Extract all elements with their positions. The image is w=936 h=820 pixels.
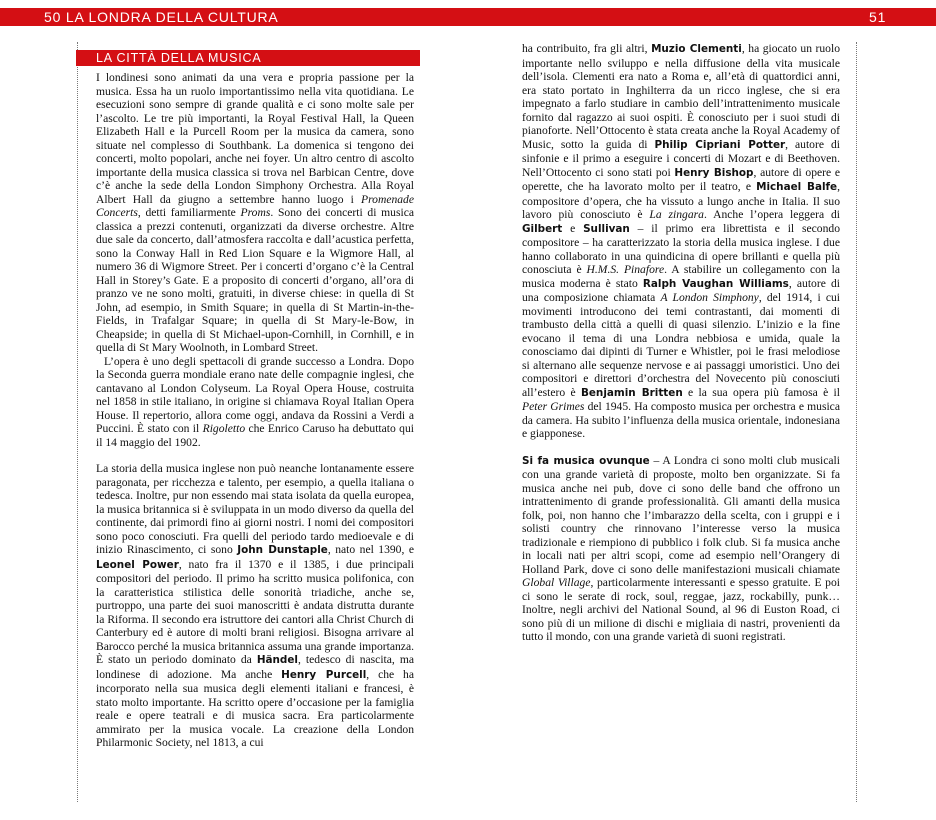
text-run: L’opera è uno degli spettacoli di grande successo a Londra. Dopo la Seconda guerra mondiale erano nate delle compagnie inglesi, che cantavano al London Colyseum. La Royal Opera House, costruita nel 1858 in stile italiano, in origine si chiamava Royal Italian Opera House. Il repertorio, allora come oggi, andava da Rossini a Verdi a Puccini. È stato con il (96, 354, 414, 435)
text-run: , compositore d’opera, che ha vissuto a lungo anche in Italia. Il suo lavoro più conosciuto è (522, 180, 840, 221)
right-page-number: 51 (869, 9, 887, 25)
composer-name: Ralph Vaughan Williams (642, 277, 789, 290)
body-paragraph (96, 71, 414, 355)
left-margin-rule (77, 42, 78, 802)
work-title: H.M.S. Pinafore (586, 263, 665, 276)
text-run: , detti familiarmente (137, 206, 241, 219)
text-run: – A Londra ci sono molti club musicali con una grande varietà di proposte, molto ben organizzate. Si fa musica anche nei pub, dove ci sono delle band che offrono un intrattenimento di grande professionalità. Gli amanti della musica folk, poi, non hanno che l’imbarazzo della scelta, con i gruppi e i solisti country che rinnovano l’interesse verso la musica tradizionale e riempiono di pubblico i folk club. Si fa musica anche in locali nati per altri scopi, come ad esempio nell’Orangery di Holland Park, dove ci sono delle manifestazioni musicali chiamate (522, 453, 840, 576)
work-title: Proms (240, 206, 271, 219)
work-title: Global Village (522, 576, 591, 589)
composer-name: Philip Cipriani Potter (654, 138, 786, 151)
text-run: . A stabilire un collegamento con la musica moderna è stato (522, 263, 840, 290)
right-margin-rule (856, 42, 857, 802)
text-run: I londinesi sono animati da una vera e propria passione per la musica. Essa ha un ruolo importantissimo nella vita quotidiana. Le esecuzioni sono sempre di grande qualità e ci sono molte sale per l’ascolto. Le tre più importanti, la Royal Festival Hall, la Queen Elizabeth Hall e la Purcell Room per la musica da camera, sono situate nel complesso di Southbank. La domenica si tengono dei concerti, molto popolari, anche nei foyer. Un altro centro di ascolto importante della musica classica si trova nel Barbican Centre, dove c’è anche la sede della London Simphony Orchestra. Alla Royal Albert Hall da giugno a settembre hanno luogo i (96, 71, 414, 206)
text-run: – il primo era librettista e il secondo compositore – ha caratterizzato la storia della musica inglese. I due hanno collaborato in una quindicina di opere brillanti e quella più conosciuta è (522, 221, 840, 276)
body-paragraph (522, 454, 840, 644)
text-run: . Anche l’opera leggera di (703, 208, 841, 221)
text-run: , tedesco di nascita, ma londinese di adozione. Ma anche (96, 653, 414, 681)
body-paragraph (522, 42, 840, 441)
right-column (522, 42, 840, 644)
text-run: , del 1914, i cui movimenti introducono dei temi contrastanti, dai momenti di trambusto della città a quelli di quasi silenzio. L’inizio e la fine evocano il tema di una Londra nebbiosa e umida, quale la conosciamo dai dipinti di Turner e Whistler, poi le frasi melodiose si alternano alle sequenze nervose e ai passaggi umoristici. Uno dei compositori e direttori d’orchestra del Novecento più conosciuti all’estero è (522, 291, 841, 399)
text-run: , nato fra il 1370 e il 1385, i due principali compositori del periodo. Il primo ha scritto musica polifonica, con la caratteristica stilistica delle sonorità triadiche, anche se, purtroppo, una parte dei suoi manoscritti è andata distrutta durante la Riforma. Il secondo era istruttore dei cantori alla Christ Church di Canterbury ed è autore di molti brani religiosi. Bisogna arrivare al Barocco perché la musica britannica assuma una grande importanza. È stato un periodo dominato da (96, 557, 414, 666)
composer-name: Gilbert (522, 222, 563, 235)
text-run: , autore di una composizione chiamata (522, 276, 840, 304)
text-run: , nato nel 1390, e (327, 543, 414, 556)
left-column (96, 71, 414, 750)
text-run: e (562, 221, 584, 235)
composer-name: Leonel Power (96, 558, 179, 571)
work-title: La zingara (649, 208, 704, 221)
composer-name: Henry Purcell (281, 668, 367, 681)
body-paragraph (96, 462, 414, 750)
left-page-title: LA LONDRA DELLA CULTURA (65, 9, 279, 25)
text-run: La storia della musica inglese non può neanche lontanamente essere paragonata, per ricchezza e talento, per esempio, a quella italiana o tedesca. Inoltre, pur non essendo mai stata isolata da quella europea, la musica britannica si è sviluppata in un modo diverso da quella del continente, dai primordi fino ai giorni nostri. I nomi dei compositori sono poco conosciuti. Fra quelli del periodo tardo medioevale e di inizio Rinascimento, ci sono (96, 462, 414, 556)
body-paragraph (96, 355, 414, 450)
text-run: che Enrico Caruso ha debuttato qui il 14 maggio del 1902. (96, 422, 414, 449)
composer-name: Händel (256, 654, 298, 666)
composer-name: Sullivan (583, 222, 630, 235)
composer-name: Michael Balfe (756, 181, 838, 193)
left-page-number: 50 (44, 9, 62, 25)
work-title: Promenade Concerts (96, 192, 414, 219)
composer-name: Muzio Clementi (651, 43, 742, 55)
left-running-head (44, 9, 279, 25)
work-title: Rigoletto (202, 422, 246, 435)
text-run: , autore di opere e operette, che ha lavorato molto per il teatro, e (522, 165, 841, 193)
work-title: A London Simphony (660, 291, 759, 304)
text-run: , che ha incorporato nella sua musica degli elementi italiani e francesi, è stato molto importante. Ha scritto opere d’occasione per la famiglia reale e opere teatrali e di musica sacra. Era particolarmente ammirato per la musica vocale. La creazione della London Philarmonic Society, nel 1813, a cui (96, 667, 414, 749)
composer-name: Benjamin Britten (580, 386, 683, 399)
text-run: ha contribuito, fra gli altri, (522, 42, 652, 55)
text-run: e la sua opera più famosa è il (682, 385, 840, 399)
text-run: , particolarmente interessanti e spesso gratuite. E poi ci sono le serate di rock, soul, reggae, jazz, rockabilly, punk… Inoltre, negli archivi del National Sound, al 96 di Euston Road, ci sono più di un milione di dischi e migliaia di nastri, provenienti da tutto il mondo, con una grande varietà di suoni registrati. (522, 576, 840, 643)
text-run: , autore di sinfonie e il primo a eseguire i concerti di Mozart e di Beethoven. Nell’Ottocento ci sono stati poi (522, 137, 840, 179)
work-title: Peter Grimes (522, 400, 585, 413)
text-run: . Sono dei concerti di musica classica a prezzi contenuti, organizzati da diverse orchestre. Altre due sale da concerto, dall’atmosfera raccolta e dall’acustica perfetta, sono la Conway Hall in Red Lion Square e la Wigmore Hall, al numero 36 di Wigmore Street. Per i concerti d’organo c’è la Central Hall in Storey’s Gate. E a proposito di concerti d’organo, all’ora di pranzo ve ne sono molti, gratuiti, in diverse chiese: in quella di St John, ad esempio, in Smith Square; in quella di St Martin-in-the-Fields, in Trafalgar Square; in quella di St Mary-le-Bow, in Cheapside; in quella di St Michael-upon-Cornhill, in Cornhill, e in quella di St Mary Woolnoth, in Lombard Street. (96, 206, 414, 354)
composer-name: Henry Bishop (674, 166, 754, 179)
text-run: , ha giocato un ruolo importante nello sviluppo e nella diffusione della vita musicale dell’isola. Clementi era nato a Roma e, all’età di quattordici anni, era stato portato in Inghilterra da un ricco inglese, che si era impegnato a farlo studiare in cambio dell’intrattenimento musicale fornito dal ragazzo ai suoi ospiti. È conosciuto per i suoi studi di pianoforte. Nell’Ottocento è stata creata anche la Royal Academy of Music, sotto la guida di (522, 42, 841, 151)
composer-name: Si fa musica ovunque (522, 454, 650, 467)
text-run: del 1945. Ha composto musica per orchestra e musica da camera. Ha subito l’influenza della musica orientale, indonesiana e giapponese. (522, 400, 840, 440)
composer-name: John Dunstaple (237, 544, 328, 556)
section-title: LA CITTÀ DELLA MUSICA (96, 51, 262, 65)
